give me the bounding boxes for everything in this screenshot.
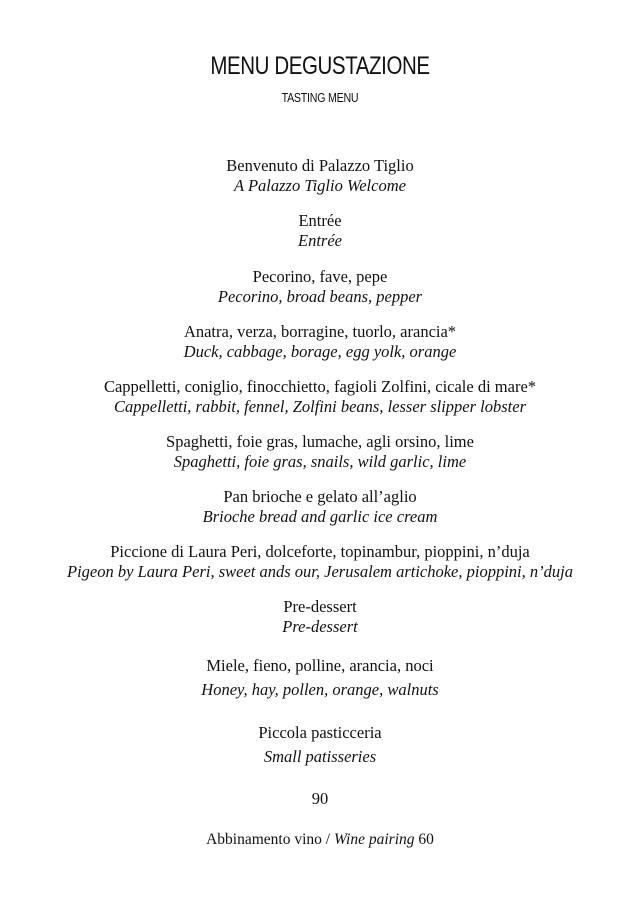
menu-price: 90 bbox=[311, 789, 329, 808]
course-english: Duck, cabbage, borage, egg yolk, orange bbox=[183, 342, 457, 361]
course-english: Honey, hay, pollen, orange, walnuts bbox=[201, 680, 439, 699]
course-italian: Benvenuto di Palazzo Tiglio bbox=[226, 156, 414, 175]
course-italian: Piccione di Laura Peri, dolceforte, topinambur, pioppini, n’duja bbox=[110, 542, 530, 561]
course-item bbox=[0, 156, 640, 196]
course-item bbox=[0, 597, 640, 637]
course-item bbox=[0, 542, 640, 582]
page-subtitle: TASTING MENU bbox=[281, 90, 359, 105]
course-english: Cappelletti, rabbit, fennel, Zolfini beans, lesser slipper lobster bbox=[113, 397, 527, 416]
course-italian: Entrée bbox=[298, 211, 342, 230]
course-italian: Pan brioche e gelato all’aglio bbox=[223, 487, 417, 506]
course-item bbox=[0, 432, 640, 472]
course-item bbox=[0, 723, 640, 767]
course-italian: Piccola pasticceria bbox=[258, 723, 382, 742]
course-item bbox=[0, 377, 640, 417]
wine-pairing-italian: Abbinamento vino bbox=[206, 831, 322, 848]
course-english: Spaghetti, foie gras, snails, wild garlic, lime bbox=[173, 452, 467, 471]
course-italian: Spaghetti, foie gras, lumache, agli orsino, lime bbox=[166, 432, 474, 451]
wine-pairing-english: Wine pairing bbox=[333, 831, 415, 848]
course-english: Brioche bread and garlic ice cream bbox=[202, 507, 438, 526]
course-item bbox=[0, 322, 640, 362]
page-title: MENU DEGUSTAZIONE bbox=[210, 52, 430, 80]
wine-pairing-price: 60 bbox=[418, 831, 434, 848]
course-english: Entrée bbox=[298, 231, 342, 250]
course-english: Small patisseries bbox=[263, 747, 377, 766]
course-english: Pecorino, broad beans, pepper bbox=[217, 287, 423, 306]
course-english: Pigeon by Laura Peri, sweet ands our, Jerusalem artichoke, pioppini, n’duja bbox=[67, 562, 573, 581]
course-item bbox=[0, 211, 640, 251]
course-english: Pre-dessert bbox=[282, 617, 358, 636]
course-italian: Miele, fieno, polline, arancia, noci bbox=[206, 656, 434, 675]
course-italian: Anatra, verza, borragine, tuorlo, arancia* bbox=[183, 322, 457, 341]
course-italian: Cappelletti, coniglio, finocchietto, fagioli Zolfini, cicale di mare* bbox=[103, 377, 537, 396]
course-italian: Pecorino, fave, pepe bbox=[252, 267, 388, 286]
course-item bbox=[0, 656, 640, 700]
course-italian: Pre-dessert bbox=[283, 597, 357, 616]
course-item bbox=[0, 267, 640, 307]
course-item bbox=[0, 487, 640, 527]
wine-pairing bbox=[0, 831, 640, 849]
course-english: A Palazzo Tiglio Welcome bbox=[234, 176, 406, 195]
wine-pairing-separator: / bbox=[325, 831, 331, 848]
